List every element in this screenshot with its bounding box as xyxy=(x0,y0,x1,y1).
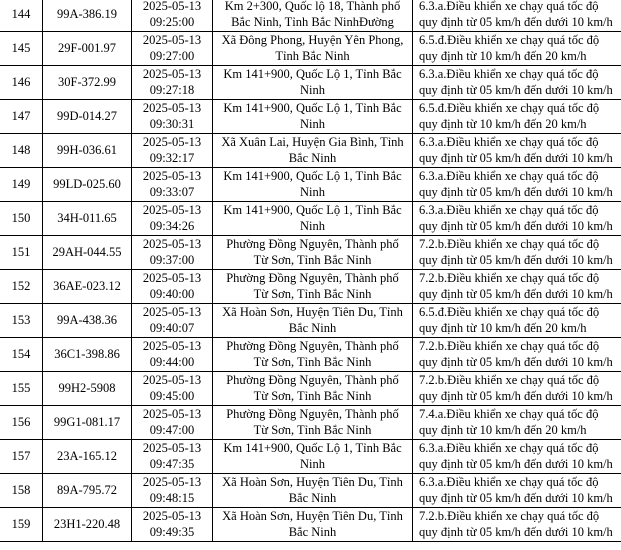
location-line: Km 2+300, Quốc lộ 18, Thành phố xyxy=(224,0,401,13)
violation-location xyxy=(213,508,413,542)
license-plate: 29F-001.97 xyxy=(43,32,132,66)
violation-description xyxy=(413,304,621,338)
violation-datetime xyxy=(132,168,213,202)
violation-date: 2025-05-13 xyxy=(142,475,202,489)
violation-date: 2025-05-13 xyxy=(142,0,202,13)
violation-description xyxy=(413,474,621,508)
violation-datetime xyxy=(132,372,213,406)
violation-time: 09:48:15 xyxy=(149,490,195,505)
violation-datetime xyxy=(132,100,213,134)
violation-line: 6.3.a.Điều khiển xe chạy quá tốc độ xyxy=(419,0,599,13)
violation-line: 7.2.b.Điều khiển xe chạy quá tốc độ xyxy=(419,373,600,387)
table-row xyxy=(0,338,621,372)
violation-description xyxy=(413,440,621,474)
location-line: Từ Sơn, Tỉnh Bắc Ninh xyxy=(253,252,372,267)
violation-description xyxy=(413,134,621,168)
violation-line: quy định từ 10 km/h đến 20 km/h xyxy=(419,48,587,63)
violation-datetime xyxy=(132,304,213,338)
location-line: Phường Đồng Nguyên, Thành phố xyxy=(226,339,399,353)
license-plate: 99A-386.19 xyxy=(43,0,132,32)
table-row xyxy=(0,440,621,474)
location-line: Bắc Ninh xyxy=(288,320,337,335)
row-number: 156 xyxy=(0,406,43,440)
violation-line: 6.3.a.Điều khiển xe chạy quá tốc độ xyxy=(419,203,599,217)
violation-line: quy định từ 05 km/h đến dưới 10 km/h xyxy=(419,252,613,267)
location-line: Ninh xyxy=(300,116,325,131)
violation-location xyxy=(213,236,413,270)
violation-location xyxy=(213,406,413,440)
table-row xyxy=(0,406,621,440)
table-row xyxy=(0,270,621,304)
violation-datetime xyxy=(132,338,213,372)
violation-date: 2025-05-13 xyxy=(142,135,202,149)
location-line: Từ Sơn, Tỉnh Bắc Ninh xyxy=(253,286,372,301)
violation-date: 2025-05-13 xyxy=(142,271,202,285)
row-number: 157 xyxy=(0,440,43,474)
location-line: Tỉnh Bắc Ninh xyxy=(275,48,350,63)
row-number: 146 xyxy=(0,66,43,100)
location-line: Từ Sơn, Tỉnh Bắc Ninh xyxy=(253,388,372,403)
violation-date: 2025-05-13 xyxy=(142,169,202,183)
license-plate: 99D-014.27 xyxy=(43,100,132,134)
violation-location xyxy=(213,270,413,304)
row-number: 149 xyxy=(0,168,43,202)
violation-date: 2025-05-13 xyxy=(142,33,202,47)
table-row xyxy=(0,134,621,168)
violation-description xyxy=(413,100,621,134)
violation-line: 6.3.a.Điều khiển xe chạy quá tốc độ xyxy=(419,67,599,81)
location-line: Bắc Ninh xyxy=(288,490,337,505)
violation-line: 7.2.b.Điều khiển xe chạy quá tốc độ xyxy=(419,237,600,251)
violation-time: 09:49:35 xyxy=(149,524,195,539)
violation-location xyxy=(213,338,413,372)
location-line: Từ Sơn, Tỉnh Bắc Ninh xyxy=(253,354,372,369)
violation-line: 6.5.đ.Điều khiển xe chạy quá tốc độ xyxy=(419,33,600,47)
location-line: Phường Đồng Nguyên, Thành phố xyxy=(226,407,399,421)
violation-location xyxy=(213,372,413,406)
license-plate: 36C1-398.86 xyxy=(43,338,132,372)
violation-line: quy định từ 05 km/h đến dưới 10 km/h xyxy=(419,14,613,29)
license-plate: 30F-372.99 xyxy=(43,66,132,100)
row-number: 158 xyxy=(0,474,43,508)
violation-time: 09:25:00 xyxy=(149,14,195,29)
location-line: Xã Hoàn Sơn, Huyện Tiên Du, Tỉnh xyxy=(222,509,403,523)
violation-datetime xyxy=(132,440,213,474)
table-row xyxy=(0,508,621,542)
violation-time: 09:47:00 xyxy=(149,422,195,437)
violation-line: quy định từ 05 km/h đến dưới 10 km/h xyxy=(419,150,613,165)
violation-date: 2025-05-13 xyxy=(142,305,202,319)
violation-time: 09:44:00 xyxy=(149,354,195,369)
row-number: 159 xyxy=(0,508,43,542)
violation-line: 6.3.a.Điều khiển xe chạy quá tốc độ xyxy=(419,135,599,149)
location-line: Ninh xyxy=(300,218,325,233)
violation-time: 09:47:35 xyxy=(149,456,195,471)
violation-datetime xyxy=(132,32,213,66)
row-number: 148 xyxy=(0,134,43,168)
location-line: Km 141+900, Quốc Lộ 1, Tỉnh Bắc xyxy=(223,441,402,455)
location-line: Km 141+900, Quốc Lộ 1, Tỉnh Bắc xyxy=(223,101,402,115)
table-row xyxy=(0,304,621,338)
license-plate: 23A-165.12 xyxy=(43,440,132,474)
violation-line: quy định từ 10 km/h đến 20 km/h xyxy=(419,422,587,437)
violation-time: 09:30:31 xyxy=(149,116,195,131)
violation-line: quy định từ 05 km/h đến dưới 10 km/h xyxy=(419,286,613,301)
violation-line: 7.2.b.Điều khiển xe chạy quá tốc độ xyxy=(419,509,600,523)
violation-time: 09:45:00 xyxy=(149,388,195,403)
violation-time: 09:40:00 xyxy=(149,286,195,301)
violation-datetime xyxy=(132,236,213,270)
violation-date: 2025-05-13 xyxy=(142,67,202,81)
license-plate: 99H2-5908 xyxy=(43,372,132,406)
violation-location xyxy=(213,32,413,66)
violation-line: quy định từ 05 km/h đến dưới 10 km/h xyxy=(419,82,613,97)
table-row xyxy=(0,100,621,134)
violation-datetime xyxy=(132,134,213,168)
location-line: Bắc Ninh xyxy=(288,150,337,165)
row-number: 154 xyxy=(0,338,43,372)
table-row xyxy=(0,168,621,202)
row-number: 147 xyxy=(0,100,43,134)
violation-line: quy định từ 05 km/h đến dưới 10 km/h xyxy=(419,218,613,233)
violation-line: 6.5.đ.Điều khiển xe chạy quá tốc độ xyxy=(419,101,600,115)
violation-line: quy định từ 05 km/h đến dưới 10 km/h xyxy=(419,388,613,403)
table-row xyxy=(0,372,621,406)
license-plate: 99A-438.36 xyxy=(43,304,132,338)
violation-time: 09:32:17 xyxy=(149,150,195,165)
violation-date: 2025-05-13 xyxy=(142,203,202,217)
table-row xyxy=(0,0,621,32)
license-plate: 99G1-081.17 xyxy=(43,406,132,440)
location-line: Phường Đồng Nguyên, Thành phố xyxy=(226,237,399,251)
location-line: Xã Đông Phong, Huyện Yên Phong, xyxy=(221,33,404,47)
violation-line: 6.3.a.Điều khiển xe chạy quá tốc độ xyxy=(419,169,599,183)
violation-datetime xyxy=(132,474,213,508)
license-plate: 34H-011.65 xyxy=(43,202,132,236)
location-line: Km 141+900, Quốc Lộ 1, Tỉnh Bắc xyxy=(223,67,402,81)
violation-line: 6.3.a.Điều khiển xe chạy quá tốc độ xyxy=(419,441,599,455)
location-line: Ninh xyxy=(300,184,325,199)
table-row xyxy=(0,32,621,66)
violation-datetime xyxy=(132,0,213,32)
violation-line: 6.3.a.Điều khiển xe chạy quá tốc độ xyxy=(419,475,599,489)
violation-description xyxy=(413,66,621,100)
violation-location xyxy=(213,440,413,474)
row-number: 153 xyxy=(0,304,43,338)
violation-description xyxy=(413,338,621,372)
violation-location xyxy=(213,168,413,202)
row-number: 144 xyxy=(0,0,43,32)
location-line: Xã Hoàn Sơn, Huyện Tiên Du, Tỉnh xyxy=(222,475,403,489)
location-line: Phường Đồng Nguyên, Thành phố xyxy=(226,373,399,387)
location-line: Phường Đồng Nguyên, Thành phố xyxy=(226,271,399,285)
violation-line: 7.2.b.Điều khiển xe chạy quá tốc độ xyxy=(419,271,600,285)
violation-location xyxy=(213,474,413,508)
location-line: Xã Hoàn Sơn, Huyện Tiên Du, Tỉnh xyxy=(222,305,403,319)
violation-time: 09:27:00 xyxy=(149,48,195,63)
violation-description xyxy=(413,406,621,440)
violation-description xyxy=(413,32,621,66)
violation-line: quy định từ 05 km/h đến dưới 10 km/h xyxy=(419,524,613,539)
violation-date: 2025-05-13 xyxy=(142,237,202,251)
violation-description xyxy=(413,0,621,32)
location-line: Bắc Ninh xyxy=(288,524,337,539)
license-plate: 89A-795.72 xyxy=(43,474,132,508)
violation-line: quy định từ 05 km/h đến dưới 10 km/h xyxy=(419,184,613,199)
table-row xyxy=(0,236,621,270)
violation-line: quy định từ 10 km/h đến 20 km/h xyxy=(419,116,587,131)
violation-date: 2025-05-13 xyxy=(142,339,202,353)
violation-description xyxy=(413,508,621,542)
row-number: 151 xyxy=(0,236,43,270)
row-number: 152 xyxy=(0,270,43,304)
violation-date: 2025-05-13 xyxy=(142,373,202,387)
violation-line: quy định từ 05 km/h đến dưới 10 km/h xyxy=(419,490,613,505)
violation-description xyxy=(413,372,621,406)
row-number: 155 xyxy=(0,372,43,406)
table-row xyxy=(0,202,621,236)
location-line: Từ Sơn, Tỉnh Bắc Ninh xyxy=(253,422,372,437)
row-number: 150 xyxy=(0,202,43,236)
violation-datetime xyxy=(132,202,213,236)
violation-datetime xyxy=(132,406,213,440)
violation-location xyxy=(213,100,413,134)
violation-location xyxy=(213,202,413,236)
violation-time: 09:27:18 xyxy=(149,82,195,97)
violation-location xyxy=(213,0,413,32)
violation-time: 09:33:07 xyxy=(149,184,195,199)
location-line: Bắc Ninh, Tỉnh Bắc NinhĐường xyxy=(231,14,394,29)
violation-line: 6.5.đ.Điều khiển xe chạy quá tốc độ xyxy=(419,305,600,319)
location-line: Km 141+900, Quốc Lộ 1, Tỉnh Bắc xyxy=(223,169,402,183)
table-row xyxy=(0,66,621,100)
license-plate: 23H1-220.48 xyxy=(43,508,132,542)
violation-location xyxy=(213,304,413,338)
license-plate: 29AH-044.55 xyxy=(43,236,132,270)
location-line: Km 141+900, Quốc Lộ 1, Tỉnh Bắc xyxy=(223,203,402,217)
violation-line: 7.2.b.Điều khiển xe chạy quá tốc độ xyxy=(419,339,600,353)
license-plate: 99LD-025.60 xyxy=(43,168,132,202)
location-line: Ninh xyxy=(300,456,325,471)
violation-line: 7.4.a.Điều khiển xe chạy quá tốc độ xyxy=(419,407,599,421)
violation-date: 2025-05-13 xyxy=(142,407,202,421)
violation-description xyxy=(413,202,621,236)
violation-time: 09:34:26 xyxy=(149,218,195,233)
violation-date: 2025-05-13 xyxy=(142,101,202,115)
violation-datetime xyxy=(132,270,213,304)
violation-time: 09:37:00 xyxy=(149,252,195,267)
violation-date: 2025-05-13 xyxy=(142,441,202,455)
location-line: Xã Xuân Lai, Huyện Gia Bình, Tỉnh xyxy=(221,135,404,149)
violation-line: quy định từ 05 km/h đến dưới 10 km/h xyxy=(419,354,613,369)
violation-location xyxy=(213,134,413,168)
violation-description xyxy=(413,270,621,304)
violation-line: quy định từ 10 km/h đến 20 km/h xyxy=(419,320,587,335)
violation-datetime xyxy=(132,508,213,542)
violation-line: quy định từ 05 km/h đến dưới 10 km/h xyxy=(419,456,613,471)
violation-description xyxy=(413,236,621,270)
violation-description xyxy=(413,168,621,202)
violation-time: 09:40:07 xyxy=(149,320,195,335)
license-plate: 99H-036.61 xyxy=(43,134,132,168)
location-line: Ninh xyxy=(300,82,325,97)
violation-datetime xyxy=(132,66,213,100)
row-number: 145 xyxy=(0,32,43,66)
violation-location xyxy=(213,66,413,100)
violation-date: 2025-05-13 xyxy=(142,509,202,523)
license-plate: 36AE-023.12 xyxy=(43,270,132,304)
table-row xyxy=(0,474,621,508)
